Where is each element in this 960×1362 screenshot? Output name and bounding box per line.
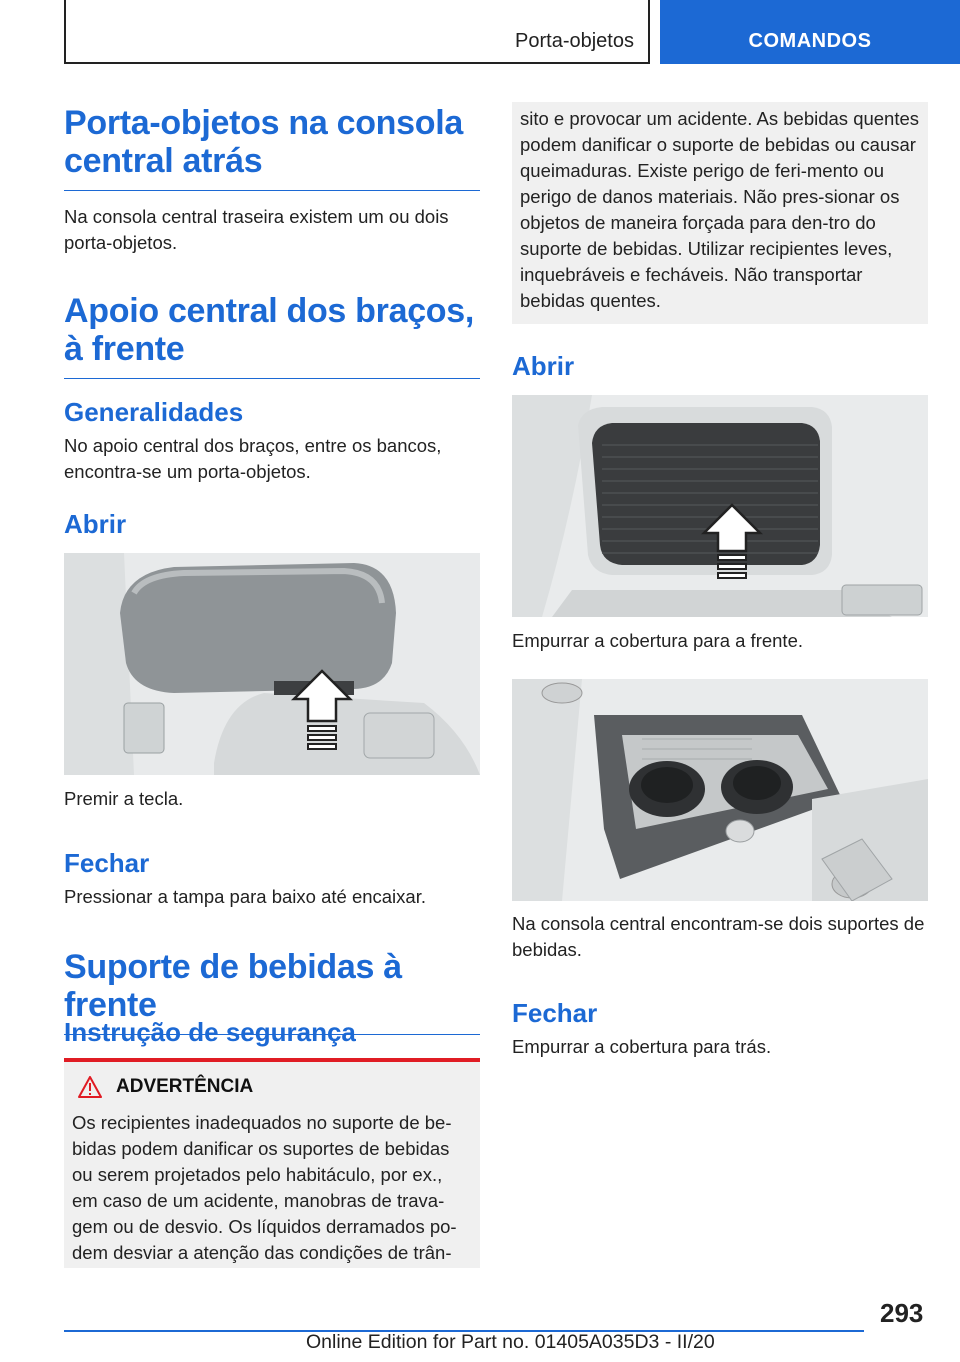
heading-rear-console: Porta-objetos na consola central atrás <box>64 104 480 191</box>
subheading-open: Abrir <box>64 509 127 539</box>
header-chapter-tab[interactable]: COMANDOS <box>660 0 960 64</box>
subheading-open-cupholder: Abrir <box>512 351 575 381</box>
footer-edition: Online Edition for Part no. 01405A035D3 - II/20 <box>306 1331 715 1353</box>
warning-text-continued: sito e provocar um acidente. As bebidas quentes podem danificar o suporte de bebidas ou causar queimaduras. Existe perigo de feri-mento ou perigo de danos materiais. Não pres-sionar os objetos de maneira forçada para den-tro do suporte de bebidas. Utilizar recipientes leves, inquebráveis e fecháveis. Não transportar bebidas quentes. <box>520 108 920 311</box>
armrest-illustration <box>64 553 480 775</box>
subheading-close: Fechar <box>64 848 150 878</box>
header-section-title: Porta-objetos <box>515 30 634 52</box>
warning-title: ADVERTÊNCIA <box>116 1076 254 1097</box>
page-number: 293 <box>880 1298 924 1328</box>
subheading-safety: Instrução de segurança <box>64 1017 356 1047</box>
cupholder-cover-illustration <box>512 395 928 617</box>
subheading-general: Generalidades <box>64 397 244 427</box>
warning-header <box>78 1076 472 1098</box>
caption-push-cover: Empurrar a cobertura para a frente. <box>512 630 804 651</box>
caption-two-cupholders: Na consola central encontram-se dois suportes de bebidas. <box>512 913 925 960</box>
heading-front-armrest: Apoio central dos braços, à frente <box>64 292 480 379</box>
paragraph-rear-console: Na consola central traseira existem um ou dois porta-objetos. <box>64 206 449 253</box>
paragraph-close: Pressionar a tampa para baixo até encaixar. <box>64 886 426 907</box>
cupholder-open-illustration <box>512 679 928 901</box>
heading-cup-holder: Suporte de bebidas à frente <box>64 948 480 1035</box>
header-section-box <box>64 0 650 64</box>
subheading-close-cupholder: Fechar <box>512 998 598 1028</box>
warning-box-continued <box>512 102 928 324</box>
warning-box <box>64 1062 480 1268</box>
warning-text: Os recipientes inadequados no suporte de be-bidas podem danificar os suportes de bebidas ou serem projetados pelo habitáculo, por ex., em caso de um acidente, manobras de trava-gem ou de desvio. Os líquidos derramados po-dem desviar a atenção das condições de trân- <box>72 1112 457 1263</box>
warning-triangle-icon <box>78 1076 102 1098</box>
paragraph-close-cupholder: Empurrar a cobertura para trás. <box>512 1036 772 1057</box>
caption-press-button: Premir a tecla. <box>64 788 184 809</box>
paragraph-general: No apoio central dos braços, entre os bancos, encontra-se um porta-objetos. <box>64 435 442 482</box>
